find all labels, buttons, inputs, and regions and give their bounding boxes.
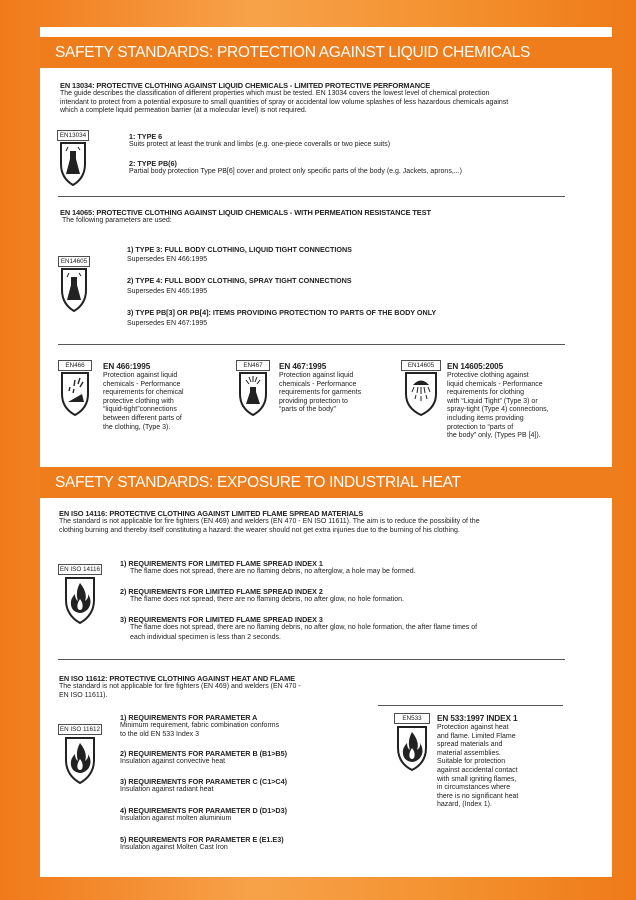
en14065-heading: EN 14065: PROTECTIVE CLOTHING AGAINST LIQUID CHEMICALS - WITH PERMEATION RESISTANCE TEST (60, 208, 431, 217)
col-1-line-7: the clothing, (Type 3). (103, 423, 171, 431)
en13034-item-2-title: 2: TYPE PB(6) (129, 159, 177, 168)
en13034-item-1-title: 1: TYPE 6 (129, 132, 163, 141)
col-3-line-8: the body” only, (Types PB [4]). (447, 432, 541, 440)
en14065-item-1-text: Supersedes EN 466:1995 (127, 256, 208, 263)
en13034-heading: EN 13034: PROTECTIVE CLOTHING AGAINST LIQUID CHEMICALS - LIMITED PROTECTIVE PERFORMANCE (60, 81, 431, 90)
en13034-item-2-text: Partial body protection Type PB[6] cover and protect only specific parts of the body (e.g. Jackets, aprons,...) (129, 168, 462, 175)
splash-shield-icon: EN466 (58, 360, 92, 416)
spray-shield-icon: EN14605 (401, 360, 441, 416)
section-band-chemicals: SAFETY STANDARDS: PROTECTION AGAINST LIQUID CHEMICALS (40, 37, 612, 68)
en533-text (437, 724, 518, 810)
en13034-intro-line-1: The guide describes the classification of different properties which must be tested. EN 13034 covers the lowest level of chemical protection (60, 90, 490, 97)
section-band-heat: SAFETY STANDARDS: EXPOSURE TO INDUSTRIAL HEAT (40, 467, 612, 498)
iso14116-item-1-text: The flame does not spread, there are no flaming debris, no afterglow, a hole may be formed. (130, 568, 416, 575)
iso14116-item-2-text: The flame does not spread, there are no flaming debris, no after glow, no hole formation. (130, 596, 404, 603)
iso11612-heading: EN ISO 11612: PROTECTIVE CLOTHING AGAINST HEAT AND FLAME (59, 674, 295, 683)
col-1-title: EN 466:1995 (103, 362, 151, 371)
iso11612-item-3-title: 3) REQUIREMENTS FOR PARAMETER C (C1>C4) (120, 777, 287, 786)
en533-line-10: hazard, (Index 1). (437, 801, 492, 809)
en533-line-4: material assemblies. (437, 749, 501, 757)
en14065-intro: The following parameters are used: (62, 217, 172, 224)
iso11612-item-4-title: 4) REQUIREMENTS FOR PARAMETER D (D1>D3) (120, 806, 287, 815)
col-3-line-6: including items providing (447, 414, 524, 422)
en533-line-5: Suitable for protection (437, 758, 506, 766)
chemical-shield-icon: EN14605 (58, 256, 90, 312)
iso11612-item-2-text: Insulation against convective heat (120, 758, 226, 765)
col-2-line-2: chemicals - Performance (279, 380, 357, 388)
en533-line-7: with small igniting flames, (437, 775, 517, 783)
spray-shield-icon: EN467 (236, 360, 270, 416)
col-1-line-2: chemicals - Performance (103, 380, 181, 388)
col-2-title: EN 467:1995 (279, 362, 327, 371)
iso14116-item-3-title: 3) REQUIREMENTS FOR LIMITED FLAME SPREAD INDEX 3 (120, 615, 323, 624)
iso11612-item-4-text: Insulation against molten aluminium (120, 815, 232, 822)
en14065-item-2-text: Supersedes EN 465:1995 (127, 288, 208, 295)
flame-shield-icon: EN533 (394, 713, 430, 771)
en14065-item-3-text: Supersedes EN 467:1995 (127, 320, 208, 327)
en533-line-8: in circumstances where (437, 784, 511, 792)
en533-line-2: and flame. Limited Flame (437, 732, 516, 740)
col-1-text (103, 372, 184, 432)
en14065-item-2-title: 2) TYPE 4: FULL BODY CLOTHING, SPRAY TIGHT CONNECTIONS (127, 276, 352, 285)
en13034-intro-line-3: which a complete liquid permeation barrier (at a molecular level) is not required. (60, 107, 307, 114)
col-1-line-5: “liquid-tight”connections (103, 406, 177, 414)
col-3-line-7: protection to “parts of (447, 423, 514, 431)
col-1-line-6: between different parts of (103, 414, 182, 422)
en533-line-9: there is no significant heat (437, 792, 519, 800)
col-2-line-1: Protection against liquid (279, 372, 354, 379)
iso14116-item-2-title: 2) REQUIREMENTS FOR LIMITED FLAME SPREAD INDEX 2 (120, 587, 323, 596)
col-1-line-4: protective clothing with (103, 397, 174, 405)
iso11612-intro-line-1: The standard is not applicable for fire fighters (EN 469) and welders (EN 470 - (59, 683, 301, 690)
en14065-item-3-title: 3) TYPE PB[3] OR PB[4]: ITEMS PROVIDING PROTECTION TO PARTS OF THE BODY ONLY (127, 308, 437, 317)
flame-shield-icon: EN ISO 11612 (58, 724, 102, 784)
divider (58, 344, 565, 345)
iso11612-item-3-text: Insulation against radiant heat (120, 786, 214, 793)
col-2-line-3: requirements for garments (279, 389, 362, 397)
divider (58, 659, 565, 660)
flame-shield-icon: EN ISO 14116 (58, 564, 102, 624)
col-3-line-2: liquid chemicals - Performance (447, 380, 543, 388)
col-1-line-1: Protection against liquid (103, 372, 178, 379)
iso14116-intro-line-2: clothing burning and thereby itself constituting a hazard: the wearer should not get extra injuries due to the burning of his clothing. (59, 527, 460, 534)
iso11612-item-2-title: 2) REQUIREMENTS FOR PARAMETER B (B1>B5) (120, 749, 287, 758)
col-2-text (279, 372, 361, 415)
iso11612-item-1-title: 1) REQUIREMENTS FOR PARAMETER A (120, 713, 258, 722)
iso14116-item-3-text-2: each individual specimen is less than 2 seconds. (130, 634, 281, 641)
col-3-line-3: requirements for clothing (447, 389, 525, 397)
divider (378, 705, 563, 706)
divider (58, 196, 565, 197)
col-1-line-3: requirements for chemical (103, 389, 184, 397)
col-3-line-5: spray-tight (Type 4) connections, (447, 406, 549, 414)
iso11612-item-1-text-2: to the old EN 533 Index 3 (120, 731, 199, 738)
iso11612-item-5-text: Insulation against Molten Cast Iron (120, 844, 228, 851)
col-2-line-4: providing protection to (279, 397, 348, 405)
col-3-line-4: with “Liquid Tight” (Type 3) or (447, 397, 538, 405)
iso14116-item-1-title: 1) REQUIREMENTS FOR LIMITED FLAME SPREAD INDEX 1 (120, 559, 323, 568)
col-3-line-1: Protective clothing against (447, 372, 529, 379)
iso14116-heading: EN ISO 14116: PROTECTIVE CLOTHING AGAINST LIMITED FLAME SPREAD MATERIALS (59, 509, 364, 518)
col-3-title: EN 14605:2005 (447, 362, 504, 371)
en533-line-3: spread materials and (437, 741, 503, 749)
en533-line-6: against accidental contact (437, 766, 518, 774)
chemical-shield-icon: EN13034 (57, 130, 89, 186)
en14065-item-1-title: 1) TYPE 3: FULL BODY CLOTHING, LIQUID TIGHT CONNECTIONS (127, 245, 352, 254)
col-2-line-5: “parts of the body” (279, 406, 336, 414)
en533-title: EN 533:1997 INDEX 1 (437, 714, 518, 723)
col-3-text (447, 372, 549, 441)
en13034-item-1-text: Suits protect at least the trunk and limbs (e.g. one-piece coveralls or two piece suits) (129, 141, 391, 148)
iso11612-item-5-title: 5) REQUIREMENTS FOR PARAMETER E (E1.E3) (120, 835, 284, 844)
iso11612-intro-line-2: EN ISO 11611). (59, 692, 108, 699)
iso11612-item-1-text-1: Minimum requirement, fabric combination conforms (120, 722, 280, 729)
iso14116-intro-line-1: The standard is not applicable for fire fighters (EN 469) and welders (EN 470 - EN ISO 11611). The aim is to reduce the possibility of the (59, 518, 480, 525)
iso14116-item-3-text-1: The flame does not spread, there are no flaming debris, no after glow, no hole formation, the after flame times of (130, 624, 478, 631)
en533-line-1: Protection against heat (437, 724, 509, 731)
document-page (40, 27, 612, 877)
en13034-intro-line-2: intendant to protect from a potential exposure to small quantities of spray or accidental low volume splashes of less hazardous chemicals against (60, 98, 509, 106)
